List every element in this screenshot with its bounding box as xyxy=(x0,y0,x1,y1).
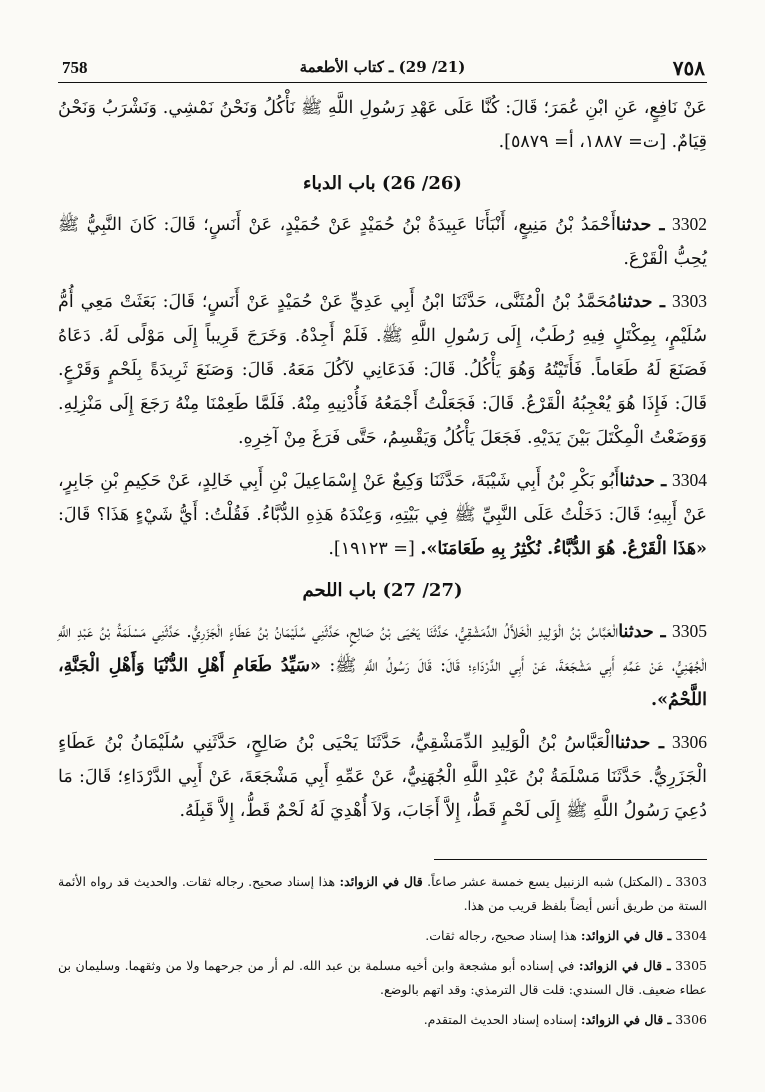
page-header xyxy=(58,52,707,83)
page-number-arabic: ٧٥٨ xyxy=(672,56,705,80)
page-number-latin: 758 xyxy=(62,58,88,77)
footnote-number: 3306 xyxy=(675,1012,707,1027)
hadith-text: الْعَبَّاسُ بْنُ الْوَلِيدِ الدِّمَشْقِيُّ، حَدَّثَنَا يَحْيَى بْنُ صَالِحٍ، حَدَّثَنِي سُلَيْمَانُ بْنُ عَطَاءٍ الْجَزَرِيُّ. حَدَّثَنَا مَسْلَمَةُ بْنُ عَبْدِ اللَّهِ الْجُهَنِيُّ، عَنْ عَمِّهِ أَبِي مَشْجَعَةَ، عَنْ أَبِي الدَّرْدَاءِ؛ قَالَ: مَا دُعِيَ رَسُولُ اللَّهِ ﷺ إِلَى لَحْمٍ قَطُّ، إِلاَّ أَجَابَ، وَلاَ أُهْدِيَ لَهُ لَحْمٌ قَطُّ، إِلاَّ قَبِلَهُ. xyxy=(58,733,707,821)
footnote-text: هذا إسناد صحيح، رجاله ثقات. xyxy=(425,928,577,943)
footnote-3305 xyxy=(58,954,707,1002)
main-text xyxy=(58,91,707,828)
intro-paragraph xyxy=(58,91,707,159)
footnote-number: 3303 xyxy=(675,874,708,889)
hadith-number: 3305 xyxy=(671,621,707,641)
footnote-label: ـ قال في الزوائد: xyxy=(580,928,672,943)
hadith-text: أَبُو بَكْرِ بْنُ أَبِي شَيْبَةَ، حَدَّثَنَا وَكِيعٌ عَنْ إِسْمَاعِيلَ بْنِ أَبِي خَالِدٍ، عَنْ حَكِيمِ بْنِ جَابِرٍ، عَنْ أَبِيهِ؛ قَالَ: دَخَلْتُ عَلَى النَّبِيِّ ﷺ فِي بَيْتِهِ، وَعِنْدَهُ هَذِهِ الدُّبَّاءُ. فَقُلْتُ: أَيُّ شَيْءٍ هَذَا؟ قَالَ: xyxy=(58,471,707,525)
hadith-number: 3304 xyxy=(672,470,707,490)
hadith-lead: ـ حدثنا xyxy=(619,471,667,491)
hadith-number: 3302 xyxy=(672,214,707,234)
intro-text: عَنْ نَافِعٍ، عَنِ ابْنِ عُمَرَ؛ قَالَ: كُنَّا عَلَى عَهْدِ رَسُولِ اللَّهِ ﷺ نَأْكُلُ وَنَحْنُ نَمْشِي. وَنَشْرَبُ وَنَحْنُ قِيَامٌ. [ت= ١٨٨٧، أ= ٥٨٧٩]. xyxy=(58,98,707,152)
book-page xyxy=(58,52,707,1062)
running-title: (21/ 29) ـ كتاب الأطعمة xyxy=(299,58,466,76)
hadith-lead: ـ حدثنا xyxy=(614,733,664,753)
hadith-lead: ـ حدثنا xyxy=(618,622,666,642)
hadith-3304 xyxy=(58,463,707,566)
hadith-text: الْعَبَّاسُ بْنُ الْوَلِيدِ الْخَلاَّلُ الدِّمَشْقِيُّ، حَدَّثَنَا يَحْيَى بْنُ صَالِحٍ، حَدَّثَنِي سُلَيْمَانُ بْنُ عَطَاءٍ الْجَزَرِيُّ. حَدَّثَنِي مَسْلَمَةُ بْنُ عَبْدِ اللَّهِ الْجُهَنِيُّ، عَنْ عَمِّهِ أَبِي مَشْجَعَةَ، عَنْ أَبِي الدَّرْدَاءِ؛ قَالَ: قَالَ رَسُولُ اللَّهِ ﷺ: xyxy=(58,622,707,676)
footnotes xyxy=(58,859,707,1038)
hadith-text: أَحْمَدُ بْنُ مَنِيعٍ، أَنْبَأَنَا عَبِيدَةُ بْنُ حُمَيْدٍ عَنْ حُمَيْدٍ، عَنْ أَنَسٍ؛ قَالَ: كَانَ النَّبِيُّ ﷺ يُحِبُّ الْقَرْعَ. xyxy=(58,215,707,269)
chapter-heading-meat: (27/ 27) باب اللحم xyxy=(302,580,463,601)
footnote-3304 xyxy=(58,924,707,948)
footnote-text: هذا إسناد صحيح. رجاله ثقات. والحديث قد رواه الأئمة الستة من طريق أنس أيضاً بلفظ قريب من هذا. xyxy=(58,874,707,913)
prophet-quote: «سَيِّدُ طَعَامِ أَهْلِ الدُّنْيَا وَأَهْلِ الْجَنَّةِ، اللَّحْمُ». xyxy=(58,656,707,710)
footnote-divider xyxy=(434,859,707,860)
hadith-number: 3306 xyxy=(672,732,707,752)
cross-reference: [= ١٩١٢٣]. xyxy=(328,539,415,559)
prophet-quote: «هَذَا الْقَرْعُ. هُوَ الدُّبَّاءُ. نُكْثِرُ بِهِ طَعَامَنَا». xyxy=(420,539,707,559)
footnote-text: إسناده إسناد الحديث المتقدم. xyxy=(423,1012,577,1027)
hadith-number: 3303 xyxy=(671,291,707,311)
footnote-text: في إسناده أبو مشجعة وابن أخيه مسلمة بن عبد الله. لم أر من جرحهما ولا من وثقهما. وسليمان بن عطاء ضعيف. قال السندي: قلت قال الترمذي: وقد اتهم بالوضع. xyxy=(58,958,707,997)
footnote-label: ـ قال في الزوائد: xyxy=(578,958,671,973)
hadith-lead: ـ حدثنا xyxy=(617,292,666,312)
footnote-3303 xyxy=(58,870,707,918)
hadith-3303 xyxy=(58,284,707,455)
hadith-3305 xyxy=(58,614,707,717)
footnote-label: قال في الزوائد: xyxy=(339,874,423,889)
hadith-3306 xyxy=(58,725,707,828)
hadith-3302 xyxy=(58,207,707,276)
footnote-text: ـ (المكتل) شبه الزنبيل يسع خمسة عشر صاعاً. xyxy=(427,874,671,889)
hadith-lead: ـ حدثنا xyxy=(615,215,665,235)
footnote-number: 3305 xyxy=(675,958,707,973)
footnote-3306 xyxy=(58,1008,707,1032)
footnote-label: ـ قال في الزوائد: xyxy=(580,1012,672,1027)
chapter-heading-dubba: (26/ 26) باب الدباء xyxy=(303,173,462,194)
footnote-number: 3304 xyxy=(675,928,707,943)
hadith-text: مُحَمَّدُ بْنُ الْمُثَنَّى، حَدَّثَنَا ابْنُ أَبِي عَدِيٍّ عَنْ حُمَيْدٍ عَنْ أَنَسٍ؛ قَالَ: بَعَثَتْ مَعِي أُمُّ سُلَيْمٍ، بِمِكْتَلٍ فِيهِ رُطَبٌ، إِلَى رَسُولِ اللَّهِ ﷺ. فَلَمْ أَجِدْهُ. وَخَرَجَ قَرِيباً إِلَى مَوْلًى لَهُ. دَعَاهُ فَصَنَعَ لَهُ طَعَاماً. فَأَتَيْتُهُ وَهُوَ يَأْكُلُ. قَالَ: فَدَعَانِي لآكُلَ مَعَهُ. قَالَ: وَصَنَعَ ثَرِيدَةً بِلَحْمٍ وَقَرْعٍ. قَالَ: فَإِذَا هُوَ يُعْجِبُهُ الْقَرْعُ. قَالَ: فَجَعَلْتُ أَجْمَعُهُ فَأُدْنِيهِ مِنْهُ. فَلَمَّا طَعِمْنَا مِنْهُ رَجَعَ إِلَى مَنْزِلِهِ. وَوَضَعْتُ الْمِكْتَلَ بَيْنَ يَدَيْهِ. فَجَعَلَ يَأْكُلُ وَيَقْسِمُ، حَتَّى فَرَغَ مِنْ آخِرِهِ. xyxy=(58,292,707,448)
